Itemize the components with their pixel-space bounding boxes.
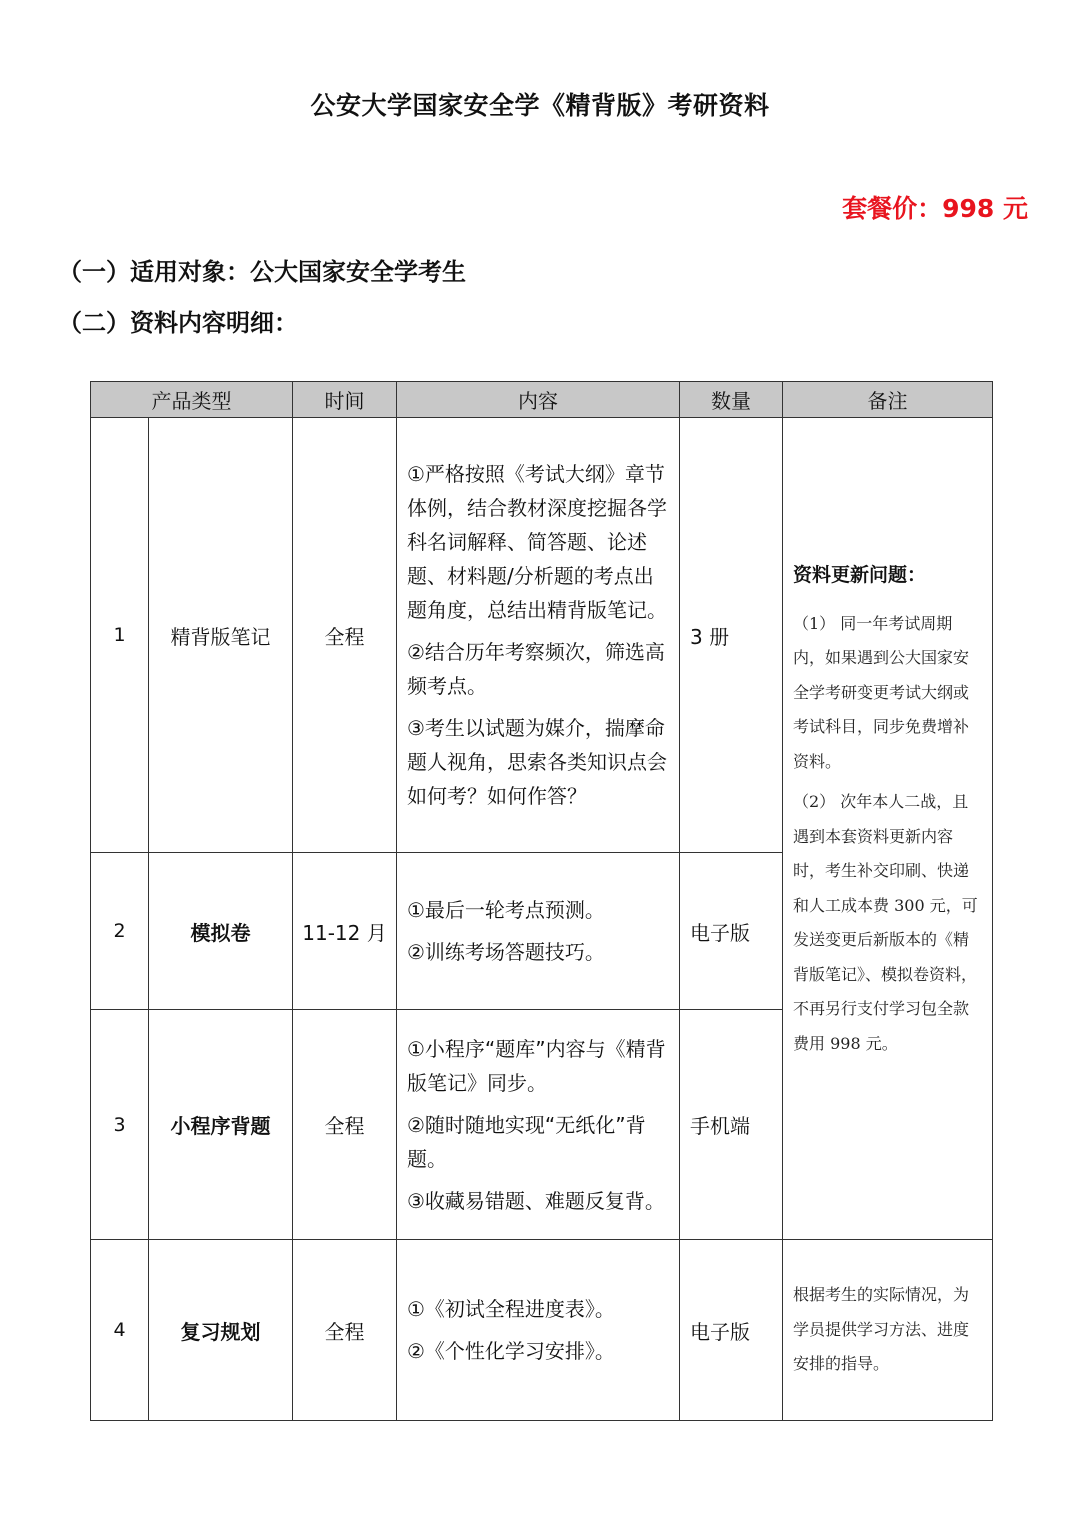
content-item: ②结合历年考察频次，筛选高频考点。 bbox=[407, 640, 665, 698]
header-product-type: 产品类型 bbox=[91, 382, 293, 418]
table-row bbox=[91, 1240, 993, 1421]
update-policy-heading: 资料更新问题： bbox=[793, 564, 927, 586]
content-item: ①小程序“题库”内容与《精背版笔记》同步。 bbox=[407, 1036, 666, 1095]
planning-note: 根据考生的实际情况，为学员提供学习方法、进度安排的指导。 bbox=[783, 1240, 993, 1421]
document-title: 公安大学国家安全学《精背版》考研资料 bbox=[310, 91, 770, 120]
content-item: ①严格按照《考试大纲》章节体例，结合教材深度挖掘各学科名词解释、简答题、论述题、材料题/分析题的考点出题角度，总结出精背版笔记。 bbox=[407, 462, 667, 622]
quantity: 电子版 bbox=[680, 1240, 783, 1421]
section-target-audience: （一）适用对象：公大国家安全学考生 bbox=[58, 258, 466, 286]
product-type: 小程序背题 bbox=[149, 1010, 293, 1240]
row-number: 1 bbox=[91, 418, 149, 853]
table-header-row bbox=[91, 382, 993, 418]
content-cell bbox=[397, 853, 680, 1010]
product-type: 复习规划 bbox=[149, 1240, 293, 1421]
content-item: ③收藏易错题、难题反复背。 bbox=[407, 1188, 665, 1213]
content-item: ②随时随地实现“无纸化”背题。 bbox=[407, 1112, 646, 1171]
table-row bbox=[91, 418, 993, 853]
time-period: 全程 bbox=[293, 1010, 397, 1240]
header-time: 时间 bbox=[293, 382, 397, 418]
content-item: ①《初试全程进度表》。 bbox=[407, 1297, 615, 1321]
update-policy-item: （2） 次年本人二战，且遇到本套资料更新内容时，考生补交印刷、快递和人工成本费 300 元，可发送变更后新版本的《精背版笔记》、模拟卷资料，不再另行支付学习包全款费用 998 元。 bbox=[793, 792, 978, 1053]
header-remarks: 备注 bbox=[783, 382, 993, 418]
row-number: 2 bbox=[91, 853, 149, 1010]
product-type: 精背版笔记 bbox=[149, 418, 293, 853]
quantity: 手机端 bbox=[680, 1010, 783, 1240]
row-number: 3 bbox=[91, 1010, 149, 1240]
time-period: 全程 bbox=[293, 1240, 397, 1421]
row-number: 4 bbox=[91, 1240, 149, 1421]
content-item: ①最后一轮考点预测。 bbox=[407, 898, 605, 922]
content-item: ②训练考场答题技巧。 bbox=[407, 940, 605, 964]
content-cell bbox=[397, 418, 680, 853]
update-policy-item: （1） 同一年考试周期内，如果遇到公大国家安全学考研变更考试大纲或考试科目，同步免费增补资料。 bbox=[793, 613, 970, 771]
content-item: ②《个性化学习安排》。 bbox=[407, 1339, 615, 1363]
package-price: 套餐价：998 元 bbox=[842, 194, 1028, 223]
section-content-detail: （二）资料内容明细： bbox=[58, 309, 298, 337]
time-period: 11-12 月 bbox=[293, 853, 397, 1010]
content-item: ③考生以试题为媒介，揣摩命题人视角，思索各类知识点会如何考？如何作答？ bbox=[407, 716, 667, 808]
material-table bbox=[90, 381, 993, 1421]
quantity: 电子版 bbox=[680, 853, 783, 1010]
update-policy-note bbox=[783, 418, 993, 1240]
header-quantity: 数量 bbox=[680, 382, 783, 418]
content-cell bbox=[397, 1010, 680, 1240]
time-period: 全程 bbox=[293, 418, 397, 853]
content-cell bbox=[397, 1240, 680, 1421]
quantity: 3 册 bbox=[680, 418, 783, 853]
product-type: 模拟卷 bbox=[149, 853, 293, 1010]
header-content: 内容 bbox=[397, 382, 680, 418]
